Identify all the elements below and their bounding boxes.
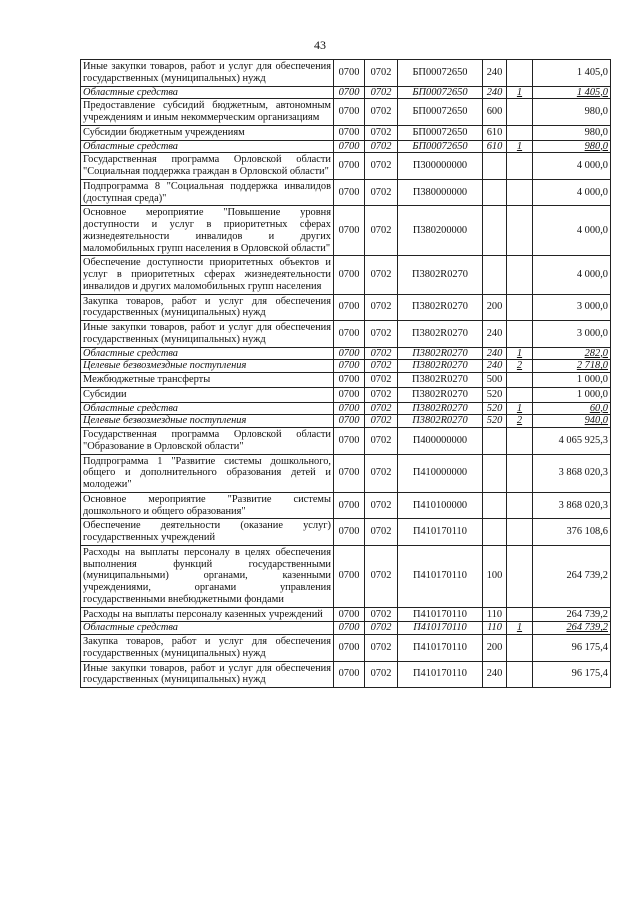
cell-target-article: П3802R0270	[398, 256, 483, 294]
cell-expense-type	[483, 492, 507, 519]
cell-kind	[507, 99, 533, 126]
cell-subsection: 0702	[365, 360, 398, 373]
cell-name: Субсидии	[81, 387, 334, 402]
cell-section: 0700	[334, 373, 365, 388]
cell-target-article: П3802R0270	[398, 387, 483, 402]
cell-target-article: П400000000	[398, 428, 483, 455]
cell-name: Основное мероприятие "Повышение уровня доступности и услуг в приоритетных сферах жизнедеятельности инвалидов и других маломобильных групп населения в Орловской области"	[81, 206, 334, 256]
cell-section: 0700	[334, 519, 365, 546]
cell-subsection: 0702	[365, 140, 398, 153]
cell-expense-type: 240	[483, 661, 507, 688]
table-row	[81, 140, 611, 153]
cell-kind	[507, 387, 533, 402]
cell-target-article: П410100000	[398, 492, 483, 519]
table-row	[81, 256, 611, 294]
cell-amount: 940,0	[533, 415, 611, 428]
cell-expense-type: 240	[483, 321, 507, 348]
cell-section: 0700	[334, 387, 365, 402]
cell-expense-type	[483, 153, 507, 180]
cell-kind	[507, 60, 533, 87]
cell-target-article: БП00072650	[398, 86, 483, 99]
cell-expense-type: 610	[483, 140, 507, 153]
cell-target-article: БП00072650	[398, 99, 483, 126]
cell-amount: 4 000,0	[533, 179, 611, 206]
cell-amount: 3 000,0	[533, 321, 611, 348]
table-row	[81, 545, 611, 607]
cell-expense-type: 610	[483, 125, 507, 140]
cell-target-article: П3802R0270	[398, 347, 483, 360]
cell-name: Областные средства	[81, 622, 334, 635]
cell-expense-type: 240	[483, 86, 507, 99]
cell-name: Расходы на выплаты персоналу в целях обеспечения выполнения функций государственными (муниципальными) органами, казенными учреждениями, органами управления государственными внебюджетными фондами	[81, 545, 334, 607]
cell-subsection: 0702	[365, 321, 398, 348]
cell-kind	[507, 492, 533, 519]
table-row	[81, 153, 611, 180]
cell-kind	[507, 519, 533, 546]
cell-section: 0700	[334, 179, 365, 206]
table-row	[81, 622, 611, 635]
cell-kind	[507, 661, 533, 688]
cell-subsection: 0702	[365, 607, 398, 622]
cell-section: 0700	[334, 140, 365, 153]
cell-name: Закупка товаров, работ и услуг для обеспечения государственных (муниципальных) нужд	[81, 294, 334, 321]
cell-amount: 282,0	[533, 347, 611, 360]
cell-name: Подпрограмма 8 "Социальная поддержка инвалидов (доступная среда)"	[81, 179, 334, 206]
cell-kind	[507, 607, 533, 622]
cell-target-article: БП00072650	[398, 125, 483, 140]
cell-expense-type: 200	[483, 294, 507, 321]
cell-section: 0700	[334, 402, 365, 415]
cell-kind	[507, 294, 533, 321]
cell-subsection: 0702	[365, 347, 398, 360]
cell-expense-type	[483, 428, 507, 455]
cell-section: 0700	[334, 321, 365, 348]
cell-amount: 4 000,0	[533, 256, 611, 294]
cell-section: 0700	[334, 86, 365, 99]
cell-target-article: П3802R0270	[398, 402, 483, 415]
cell-amount: 4 000,0	[533, 206, 611, 256]
cell-subsection: 0702	[365, 415, 398, 428]
cell-kind	[507, 428, 533, 455]
cell-subsection: 0702	[365, 294, 398, 321]
cell-name: Целевые безвозмездные поступления	[81, 415, 334, 428]
cell-amount: 3 868 020,3	[533, 454, 611, 492]
page-number: 43	[314, 38, 326, 52]
cell-kind: 1	[507, 622, 533, 635]
cell-target-article: П3802R0270	[398, 294, 483, 321]
cell-expense-type: 110	[483, 607, 507, 622]
cell-section: 0700	[334, 454, 365, 492]
cell-name: Обеспечение деятельности (оказание услуг) государственных учреждений	[81, 519, 334, 546]
cell-section: 0700	[334, 99, 365, 126]
cell-amount: 264 739,2	[533, 607, 611, 622]
cell-amount: 376 108,6	[533, 519, 611, 546]
cell-kind	[507, 153, 533, 180]
cell-name: Закупка товаров, работ и услуг для обеспечения государственных (муниципальных) нужд	[81, 635, 334, 662]
cell-subsection: 0702	[365, 179, 398, 206]
cell-section: 0700	[334, 125, 365, 140]
cell-kind: 2	[507, 415, 533, 428]
cell-expense-type: 500	[483, 373, 507, 388]
cell-expense-type: 520	[483, 415, 507, 428]
cell-subsection: 0702	[365, 519, 398, 546]
cell-section: 0700	[334, 415, 365, 428]
cell-amount: 96 175,4	[533, 661, 611, 688]
cell-name: Иные закупки товаров, работ и услуг для обеспечения государственных (муниципальных) нужд	[81, 661, 334, 688]
budget-table	[80, 59, 611, 688]
cell-kind	[507, 454, 533, 492]
cell-subsection: 0702	[365, 545, 398, 607]
cell-subsection: 0702	[365, 125, 398, 140]
cell-target-article: П410170110	[398, 622, 483, 635]
cell-target-article: П410170110	[398, 545, 483, 607]
cell-amount: 980,0	[533, 99, 611, 126]
cell-name: Областные средства	[81, 347, 334, 360]
cell-kind	[507, 373, 533, 388]
cell-subsection: 0702	[365, 60, 398, 87]
table-row	[81, 321, 611, 348]
cell-subsection: 0702	[365, 153, 398, 180]
cell-expense-type	[483, 206, 507, 256]
cell-expense-type	[483, 519, 507, 546]
cell-name: Субсидии бюджетным учреждениям	[81, 125, 334, 140]
table-row	[81, 492, 611, 519]
cell-subsection: 0702	[365, 492, 398, 519]
table-row	[81, 635, 611, 662]
budget-table-body	[81, 60, 611, 688]
cell-subsection: 0702	[365, 635, 398, 662]
cell-target-article: П410170110	[398, 661, 483, 688]
cell-amount: 1 405,0	[533, 86, 611, 99]
cell-target-article: П3802R0270	[398, 415, 483, 428]
table-row	[81, 373, 611, 388]
cell-amount: 96 175,4	[533, 635, 611, 662]
cell-amount: 1 000,0	[533, 387, 611, 402]
cell-amount: 264 739,2	[533, 545, 611, 607]
cell-section: 0700	[334, 360, 365, 373]
table-row	[81, 60, 611, 87]
cell-section: 0700	[334, 622, 365, 635]
table-row	[81, 347, 611, 360]
cell-amount: 980,0	[533, 140, 611, 153]
cell-expense-type: 240	[483, 360, 507, 373]
cell-name: Обеспечение доступности приоритетных объектов и услуг в приоритетных сферах жизнедеятельности инвалидов и других маломобильных групп населения	[81, 256, 334, 294]
cell-target-article: П380000000	[398, 179, 483, 206]
cell-amount: 1 000,0	[533, 373, 611, 388]
cell-target-article: П300000000	[398, 153, 483, 180]
cell-expense-type	[483, 454, 507, 492]
cell-subsection: 0702	[365, 99, 398, 126]
cell-kind	[507, 125, 533, 140]
cell-kind: 1	[507, 86, 533, 99]
cell-subsection: 0702	[365, 206, 398, 256]
cell-name: Областные средства	[81, 86, 334, 99]
table-row	[81, 86, 611, 99]
cell-subsection: 0702	[365, 402, 398, 415]
cell-section: 0700	[334, 545, 365, 607]
cell-expense-type: 200	[483, 635, 507, 662]
cell-target-article: П410170110	[398, 635, 483, 662]
cell-section: 0700	[334, 428, 365, 455]
cell-name: Подпрограмма 1 "Развитие системы дошкольного, общего и дополнительного образования детей и молодежи"	[81, 454, 334, 492]
cell-kind	[507, 256, 533, 294]
cell-kind	[507, 206, 533, 256]
cell-name: Расходы на выплаты персоналу казенных учреждений	[81, 607, 334, 622]
cell-subsection: 0702	[365, 428, 398, 455]
cell-amount: 60,0	[533, 402, 611, 415]
cell-name: Областные средства	[81, 140, 334, 153]
cell-kind	[507, 179, 533, 206]
cell-kind: 1	[507, 347, 533, 360]
cell-subsection: 0702	[365, 86, 398, 99]
table-row	[81, 661, 611, 688]
cell-section: 0700	[334, 206, 365, 256]
table-row	[81, 294, 611, 321]
cell-name: Целевые безвозмездные поступления	[81, 360, 334, 373]
cell-expense-type: 100	[483, 545, 507, 607]
cell-section: 0700	[334, 492, 365, 519]
cell-name: Государственная программа Орловской области "Социальная поддержка граждан в Орловской области"	[81, 153, 334, 180]
table-row	[81, 519, 611, 546]
cell-name: Областные средства	[81, 402, 334, 415]
cell-section: 0700	[334, 347, 365, 360]
cell-amount: 3 868 020,3	[533, 492, 611, 519]
cell-target-article: П3802R0270	[398, 321, 483, 348]
cell-target-article: П410000000	[398, 454, 483, 492]
cell-section: 0700	[334, 635, 365, 662]
cell-name: Межбюджетные трансферты	[81, 373, 334, 388]
cell-expense-type: 240	[483, 60, 507, 87]
cell-section: 0700	[334, 256, 365, 294]
cell-expense-type: 520	[483, 387, 507, 402]
cell-target-article: П380200000	[398, 206, 483, 256]
cell-expense-type: 110	[483, 622, 507, 635]
cell-section: 0700	[334, 60, 365, 87]
table-row	[81, 402, 611, 415]
cell-target-article: БП00072650	[398, 60, 483, 87]
table-row	[81, 99, 611, 126]
cell-kind: 1	[507, 402, 533, 415]
cell-subsection: 0702	[365, 454, 398, 492]
cell-section: 0700	[334, 607, 365, 622]
cell-amount: 3 000,0	[533, 294, 611, 321]
table-row	[81, 607, 611, 622]
cell-target-article: П410170110	[398, 607, 483, 622]
cell-expense-type: 240	[483, 347, 507, 360]
cell-section: 0700	[334, 661, 365, 688]
cell-name: Государственная программа Орловской области "Образование в Орловской области"	[81, 428, 334, 455]
cell-target-article: П3802R0270	[398, 373, 483, 388]
cell-kind	[507, 321, 533, 348]
cell-target-article: П410170110	[398, 519, 483, 546]
cell-expense-type	[483, 256, 507, 294]
cell-amount: 264 739,2	[533, 622, 611, 635]
cell-subsection: 0702	[365, 387, 398, 402]
cell-section: 0700	[334, 153, 365, 180]
cell-amount: 4 065 925,3	[533, 428, 611, 455]
cell-name: Иные закупки товаров, работ и услуг для обеспечения государственных (муниципальных) нужд	[81, 321, 334, 348]
cell-subsection: 0702	[365, 622, 398, 635]
cell-target-article: БП00072650	[398, 140, 483, 153]
cell-amount: 4 000,0	[533, 153, 611, 180]
table-row	[81, 125, 611, 140]
cell-expense-type: 600	[483, 99, 507, 126]
cell-kind: 1	[507, 140, 533, 153]
cell-target-article: П3802R0270	[398, 360, 483, 373]
cell-section: 0700	[334, 294, 365, 321]
cell-name: Иные закупки товаров, работ и услуг для обеспечения государственных (муниципальных) нужд	[81, 60, 334, 87]
table-row	[81, 179, 611, 206]
table-row	[81, 387, 611, 402]
cell-subsection: 0702	[365, 256, 398, 294]
cell-amount: 980,0	[533, 125, 611, 140]
table-row	[81, 206, 611, 256]
cell-subsection: 0702	[365, 373, 398, 388]
cell-amount: 1 405,0	[533, 60, 611, 87]
table-row	[81, 428, 611, 455]
cell-subsection: 0702	[365, 661, 398, 688]
table-row	[81, 415, 611, 428]
cell-expense-type: 520	[483, 402, 507, 415]
cell-amount: 2 718,0	[533, 360, 611, 373]
cell-kind	[507, 545, 533, 607]
cell-name: Предоставление субсидий бюджетным, автономным учреждениям и иным некоммерческим организациям	[81, 99, 334, 126]
cell-kind: 2	[507, 360, 533, 373]
cell-kind	[507, 635, 533, 662]
table-row	[81, 454, 611, 492]
cell-expense-type	[483, 179, 507, 206]
table-row	[81, 360, 611, 373]
cell-name: Основное мероприятие "Развитие системы дошкольного и общего образования"	[81, 492, 334, 519]
